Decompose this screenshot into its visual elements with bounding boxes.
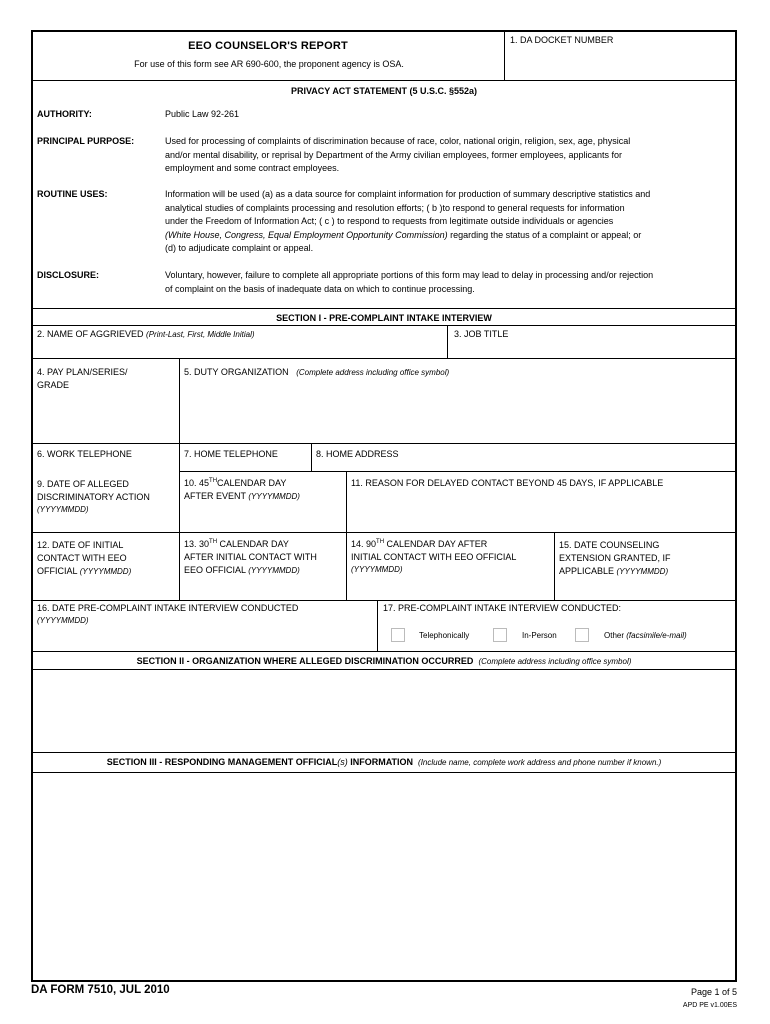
in-person-checkbox[interactable] [493,628,507,642]
home-address-label: 8. HOME ADDRESS [316,449,399,459]
organization-address-field[interactable] [35,671,733,750]
other-checkbox[interactable] [575,628,589,642]
principal-purpose-label: PRINCIPAL PURPOSE: [37,136,135,146]
pay-plan-field[interactable] [35,392,175,440]
delayed-contact-reason-field[interactable] [349,492,732,532]
telephonically-checkbox[interactable] [391,628,405,642]
other-label: Other (facsimile/e-mail) [604,631,687,640]
disclosure-label: DISCLOSURE: [37,270,100,280]
intake-interview-date-label: 16. DATE PRE-COMPLAINT INTAKE INTERVIEW CONDUCTED (YYYYMMDD) [37,603,299,625]
duty-organization-field[interactable] [182,380,732,440]
in-person-label: In-Person [522,631,557,640]
date-initial-contact-label: 12. DATE OF INITIAL CONTACT WITH EEO OFFICIAL (YYYYMMDD) [37,540,132,576]
form-version: APD PE v1.00ES [682,1002,737,1009]
form-subtitle: For use of this form see AR 690-600, the proponent agency is OSA. [134,59,404,69]
duty-organization-label: 5. DUTY ORGANIZATION (Complete address including office symbol) [184,367,450,377]
privacy-act-heading: PRIVACY ACT STATEMENT (5 U.S.C. §552a) [290,86,478,96]
telephonically-label: Telephonically [419,631,470,640]
pay-plan-label: 4. PAY PLAN/SERIES/ GRADE [37,367,128,390]
routine-uses-label: ROUTINE USES: [37,189,108,199]
delayed-contact-reason-label: 11. REASON FOR DELAYED CONTACT BEYOND 45 DAYS, IF APPLICABLE [351,478,664,488]
home-telephone-field[interactable] [182,460,308,470]
authority-text: Public Law 92-261 [165,109,240,119]
management-official-field[interactable] [35,774,733,978]
job-title-label: 3. JOB TITLE [454,329,509,339]
docket-number-field[interactable] [506,46,735,78]
disclosure-text: Voluntary, however, failure to complete all appropriate portions of this form may lead to delay in processing and/or rejection of complaint on the basis of inadequate data on which to continue processing. [165,270,654,294]
form-number: DA FORM 7510, JUL 2010 [31,984,170,996]
form-frame [31,30,737,982]
aggrieved-name-field[interactable] [35,341,443,357]
counseling-extension-label: 15. DATE COUNSELING EXTENSION GRANTED, IF APPLICABLE (YYYYMMDD) [559,540,671,576]
90th-day-label: 14. 90TH CALENDAR DAY AFTER INITIAL CONTACT WITH EEO OFFICIAL (YYYYMMDD) [351,539,517,574]
work-telephone-label: 6. WORK TELEPHONE [37,449,132,459]
authority-label: AUTHORITY: [37,109,92,119]
principal-purpose-text: Used for processing of complaints of discrimination because of race, color, national origin, religion, sex, age, physical and/or mental disability, or reprisal by Department of the Army civilian employees, former employees, applicants for employment and some contract employees. [165,136,631,173]
30th-day-label: 13. 30TH CALENDAR DAY AFTER INITIAL CONTACT WITH EEO OFFICIAL (YYYYMMDD) [184,539,317,575]
aggrieved-name-label: 2. NAME OF AGGRIEVED (Print-Last, First, Middle Initial) [37,329,255,339]
intake-interview-method-label: 17. PRE-COMPLAINT INTAKE INTERVIEW CONDUCTED: [383,603,622,613]
form-title: EEO COUNSELOR'S REPORT [188,40,348,52]
section-3-heading: SECTION III - RESPONDING MANAGEMENT OFFICIAL(s) INFORMATION (Include name, complete work address and phone number if known.) [106,757,662,767]
home-telephone-label: 7. HOME TELEPHONE [184,449,278,459]
home-address-field[interactable] [314,460,732,470]
page-number: Page 1 of 5 [690,987,737,997]
job-title-field[interactable] [450,341,733,357]
date-alleged-action-label: 9. DATE OF ALLEGED DISCRIMINATORY ACTION (YYYYMMDD) [37,479,150,514]
section-2-heading: SECTION II - ORGANIZATION WHERE ALLEGED DISCRIMINATION OCCURRED (Complete address including office symbol) [136,656,632,666]
section-1-heading: SECTION I - PRE-COMPLAINT INTAKE INTERVIEW [276,313,492,323]
45th-day-label: 10. 45THCALENDAR DAY AFTER EVENT (YYYYMMDD) [184,478,300,501]
work-telephone-field[interactable] [35,460,175,470]
routine-uses-text: Information will be used (a) as a data source for complaint information for production of summary descriptive statistics and analytical studies of complaints processing and resolution efforts; ( b )to respond to general requests for information under the Freedom of Information Act; ( c ) to respond to requests from legitimate outside individuals or agencies (White House, Congress, Equal Employment Opportunity Commission) regarding the status of a complaint or appeal; or (d) to adjudicate complaint or appeal. [165,189,651,253]
docket-number-label: 1. DA DOCKET NUMBER [510,35,614,45]
